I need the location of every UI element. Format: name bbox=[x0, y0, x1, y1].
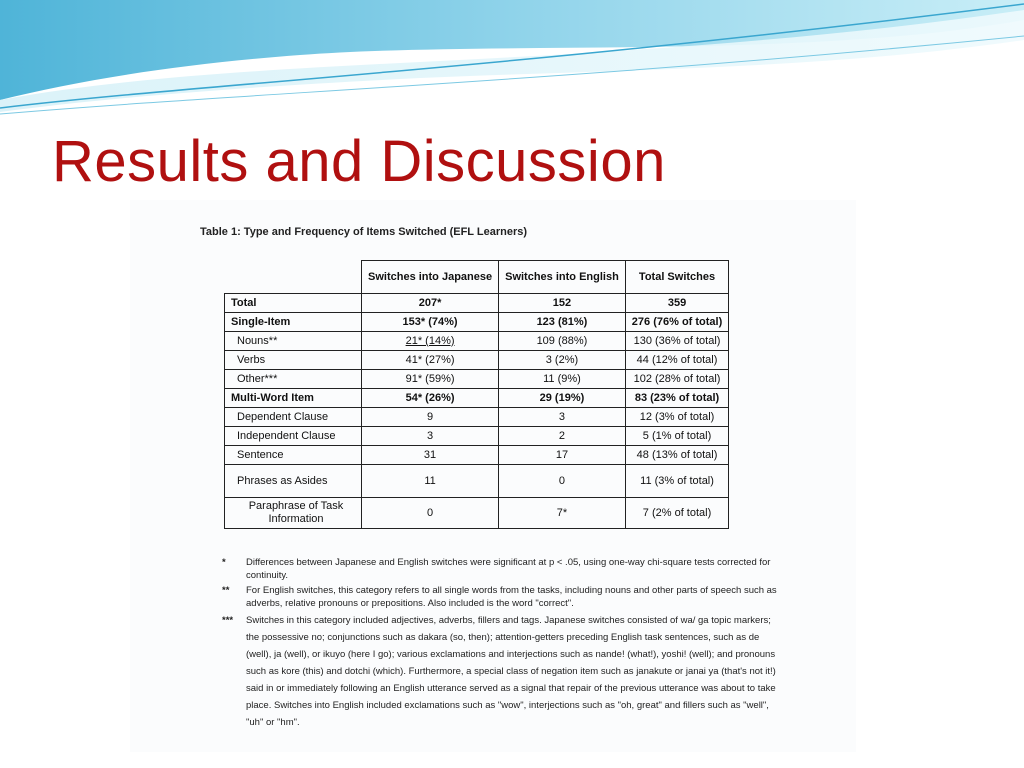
cell-english: 2 bbox=[499, 427, 626, 446]
table-row bbox=[225, 313, 729, 332]
cell-total: 48 (13% of total) bbox=[625, 446, 728, 465]
row-label: Independent Clause bbox=[225, 427, 362, 446]
cell-english: 152 bbox=[499, 294, 626, 313]
cell-english: 17 bbox=[499, 446, 626, 465]
table-row bbox=[225, 370, 729, 389]
table-footnotes bbox=[222, 556, 778, 733]
cell-japanese: 41* (27%) bbox=[362, 351, 499, 370]
table-header-row bbox=[225, 261, 729, 294]
cell-english: 3 bbox=[499, 408, 626, 427]
cell-total: 102 (28% of total) bbox=[625, 370, 728, 389]
row-label: Dependent Clause bbox=[225, 408, 362, 427]
cell-total: 276 (76% of total) bbox=[625, 313, 728, 332]
table-row bbox=[225, 408, 729, 427]
footnote-mark: *** bbox=[222, 615, 234, 626]
footnote-text: Differences between Japanese and English switches were significant at p < .05, using one-way chi-square tests corrected for continuity. bbox=[246, 557, 771, 581]
cell-total: 44 (12% of total) bbox=[625, 351, 728, 370]
cell-english: 0 bbox=[499, 465, 626, 498]
header-into-japanese: Switches into Japanese bbox=[362, 261, 499, 294]
row-label: Total bbox=[225, 294, 362, 313]
row-label: Paraphrase of Task Information bbox=[225, 498, 362, 529]
row-label: Nouns** bbox=[225, 332, 362, 351]
footnote bbox=[222, 556, 778, 582]
table-caption: Table 1: Type and Frequency of Items Switched (EFL Learners) bbox=[200, 226, 528, 238]
row-label: Single-Item bbox=[225, 313, 362, 332]
row-label: Phrases as Asides bbox=[225, 465, 362, 498]
footnote-mark: ** bbox=[222, 585, 230, 596]
slide-title: Results and Discussion bbox=[52, 129, 666, 194]
footnote bbox=[222, 612, 778, 731]
footnote-text: For English switches, this category refers to all single words from the tasks, including nouns and other parts of speech such as adverbs, relative pronouns or prepositions. Also included is the word "correct". bbox=[246, 585, 777, 609]
cell-english: 109 (88%) bbox=[499, 332, 626, 351]
cell-japanese: 0 bbox=[362, 498, 499, 529]
header-total-switches: Total Switches bbox=[625, 261, 728, 294]
footnote-text: Switches in this category included adjectives, adverbs, fillers and tags. Japanese switches consisted of wa/ ga topic markers; the possessive no; conjunctions such as dakara (so, then); attention-getters preceding English task sentences, such as de (well), ja (well), or ikuyo (here I go); various exclamations and interjections such as nande! (what!), yoshi! (well); and pronouns such as kore (this) and dotchi (which). Furthermore, a special class of negation item such as janakute or janai ya (that's not it!) said in or immediately following an English utterance served as a signal that repair of the previous utterance was about to take place. Switches into English included exclamations such as "wow", interjections such as "oh, great" and fillers such as "well", "uh" or "hm". bbox=[246, 615, 776, 728]
table-row bbox=[225, 446, 729, 465]
row-label: Other*** bbox=[225, 370, 362, 389]
footnote bbox=[222, 584, 778, 610]
table-row bbox=[225, 427, 729, 446]
cell-total: 359 bbox=[625, 294, 728, 313]
row-label: Verbs bbox=[225, 351, 362, 370]
row-label: Sentence bbox=[225, 446, 362, 465]
cell-english: 3 (2%) bbox=[499, 351, 626, 370]
cell-total: 5 (1% of total) bbox=[625, 427, 728, 446]
header-into-english: Switches into English bbox=[499, 261, 626, 294]
cell-japanese: 3 bbox=[362, 427, 499, 446]
table-corner bbox=[225, 261, 362, 294]
cell-english: 29 (19%) bbox=[499, 389, 626, 408]
row-label: Multi-Word Item bbox=[225, 389, 362, 408]
header-wave-decoration bbox=[0, 0, 1024, 130]
cell-total: 83 (23% of total) bbox=[625, 389, 728, 408]
table-row bbox=[225, 332, 729, 351]
cell-japanese: 91* (59%) bbox=[362, 370, 499, 389]
cell-japanese: 54* (26%) bbox=[362, 389, 499, 408]
table-row bbox=[225, 294, 729, 313]
cell-total: 11 (3% of total) bbox=[625, 465, 728, 498]
cell-english: 123 (81%) bbox=[499, 313, 626, 332]
table-row bbox=[225, 465, 729, 498]
table-row bbox=[225, 389, 729, 408]
footnote-mark: * bbox=[222, 557, 226, 568]
table-document bbox=[130, 200, 856, 752]
cell-total: 7 (2% of total) bbox=[625, 498, 728, 529]
cell-japanese: 207* bbox=[362, 294, 499, 313]
cell-english: 7* bbox=[499, 498, 626, 529]
table-row bbox=[225, 351, 729, 370]
cell-japanese: 9 bbox=[362, 408, 499, 427]
table-row bbox=[225, 498, 729, 529]
switch-frequency-table bbox=[224, 260, 729, 529]
cell-japanese: 153* (74%) bbox=[362, 313, 499, 332]
cell-english: 11 (9%) bbox=[499, 370, 626, 389]
cell-japanese: 31 bbox=[362, 446, 499, 465]
cell-total: 130 (36% of total) bbox=[625, 332, 728, 351]
cell-total: 12 (3% of total) bbox=[625, 408, 728, 427]
cell-japanese: 21* (14%) bbox=[362, 332, 499, 351]
cell-japanese: 11 bbox=[362, 465, 499, 498]
